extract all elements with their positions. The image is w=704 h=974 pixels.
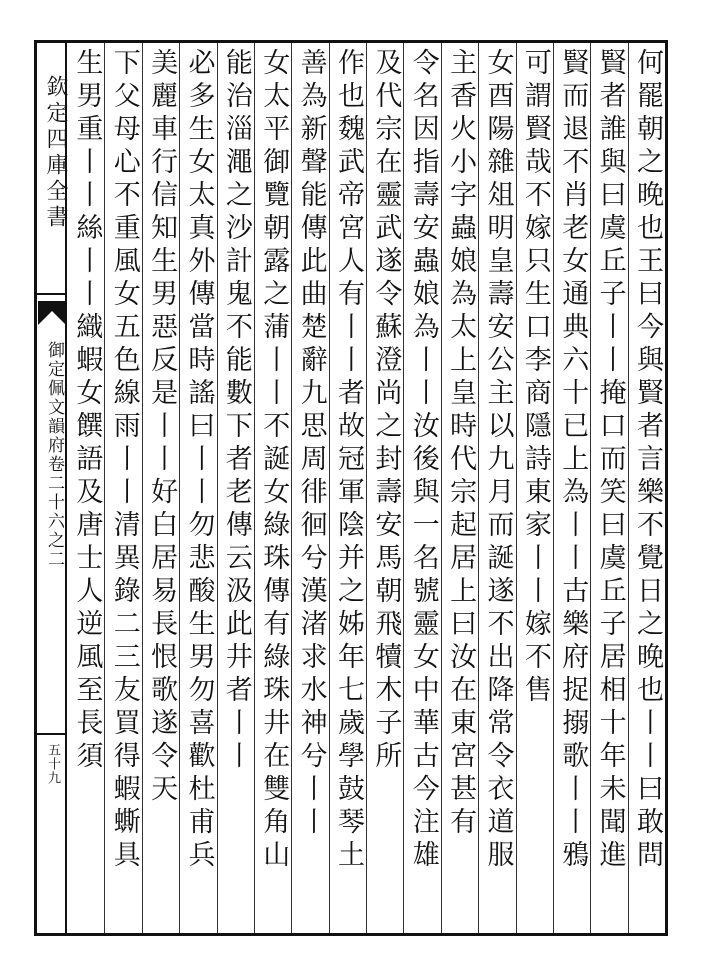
column-rule <box>254 43 255 933</box>
column-rule <box>590 43 591 933</box>
column-rule <box>104 43 105 933</box>
text-column: 令名因指壽安蟲娘為丨丨汝後與一名號靈女中華古今注雄 <box>407 48 439 873</box>
column-rule <box>217 43 218 933</box>
column-rule <box>291 43 292 933</box>
margin-divider <box>37 733 67 735</box>
text-column: 必多生女太真外傳當時謠曰丨丨勿悲酸生男勿喜歡杜甫兵 <box>183 48 215 873</box>
column-rule <box>478 43 479 933</box>
text-column: 善為新聲能傳此曲楚辭九思周徘徊兮漢渚求水神兮丨丨 <box>295 48 327 840</box>
column-rule <box>628 43 629 933</box>
text-column: 何罷朝之晚也王曰今與賢者言樂不覺日之晚也丨丨曰敢問 <box>632 48 663 873</box>
text-column: 可謂賢哉不嫁只生口李商隱詩東家丨丨嫁不售 <box>519 48 551 708</box>
book-title: 御定佩文韻府卷二十六之二 <box>44 341 64 569</box>
column-rule <box>441 43 442 933</box>
text-column: 作也魏武帝宮人有丨丨者故冠軍陰并之姊年七歲學鼓琴土 <box>333 48 364 873</box>
fishtail-mark-icon <box>38 301 66 325</box>
column-rule <box>142 43 143 933</box>
text-column: 能治淄澠之沙計鬼不能數下者老傳云汲此井者丨丨 <box>220 48 252 774</box>
text-column: 生男重丨丨絲丨丨織蝦女饌語及唐士人逆風至長須 <box>71 48 103 774</box>
page-frame <box>34 40 668 936</box>
margin-divider <box>37 293 67 295</box>
text-column: 女太平御覽朝露之蒲丨丨不誕女綠珠傳有綠珠井在雙角山 <box>258 48 290 873</box>
page-number: 五十九 <box>45 743 60 785</box>
column-rule <box>366 43 367 933</box>
text-column: 主香火小字蟲娘為太上皇時代宗起居上曰汝在東宮甚有 <box>445 48 477 840</box>
column-rule <box>329 43 330 933</box>
text-column: 下父母心不重風女五色線雨丨丨清異錄二三友買得蝦蟖具 <box>108 48 140 873</box>
column-rule <box>516 43 517 933</box>
column-rule <box>179 43 180 933</box>
text-column: 美麗車行信知生男惡反是丨丨好白居易長恨歌遂令天 <box>146 48 178 807</box>
text-column: 賢而退不肖老女通典六十已上為丨丨古樂府捉搦歌丨丨鴉 <box>557 48 589 873</box>
text-column: 及代宗在靈武遂令蘇澄尚之封壽安馬朝飛犢木子所 <box>370 48 402 774</box>
column-rule <box>553 43 554 933</box>
margin-strip <box>37 43 67 933</box>
text-column: 女酉陽雜俎明皇壽安公主以九月而誕遂不出降常令衣道服 <box>482 48 514 873</box>
collection-title: 欽定四庫全書 <box>43 75 68 231</box>
column-rule <box>403 43 404 933</box>
text-column: 賢者誰與曰虞丘子丨丨掩口而笑曰虞丘子居相十年未聞進 <box>594 48 626 873</box>
